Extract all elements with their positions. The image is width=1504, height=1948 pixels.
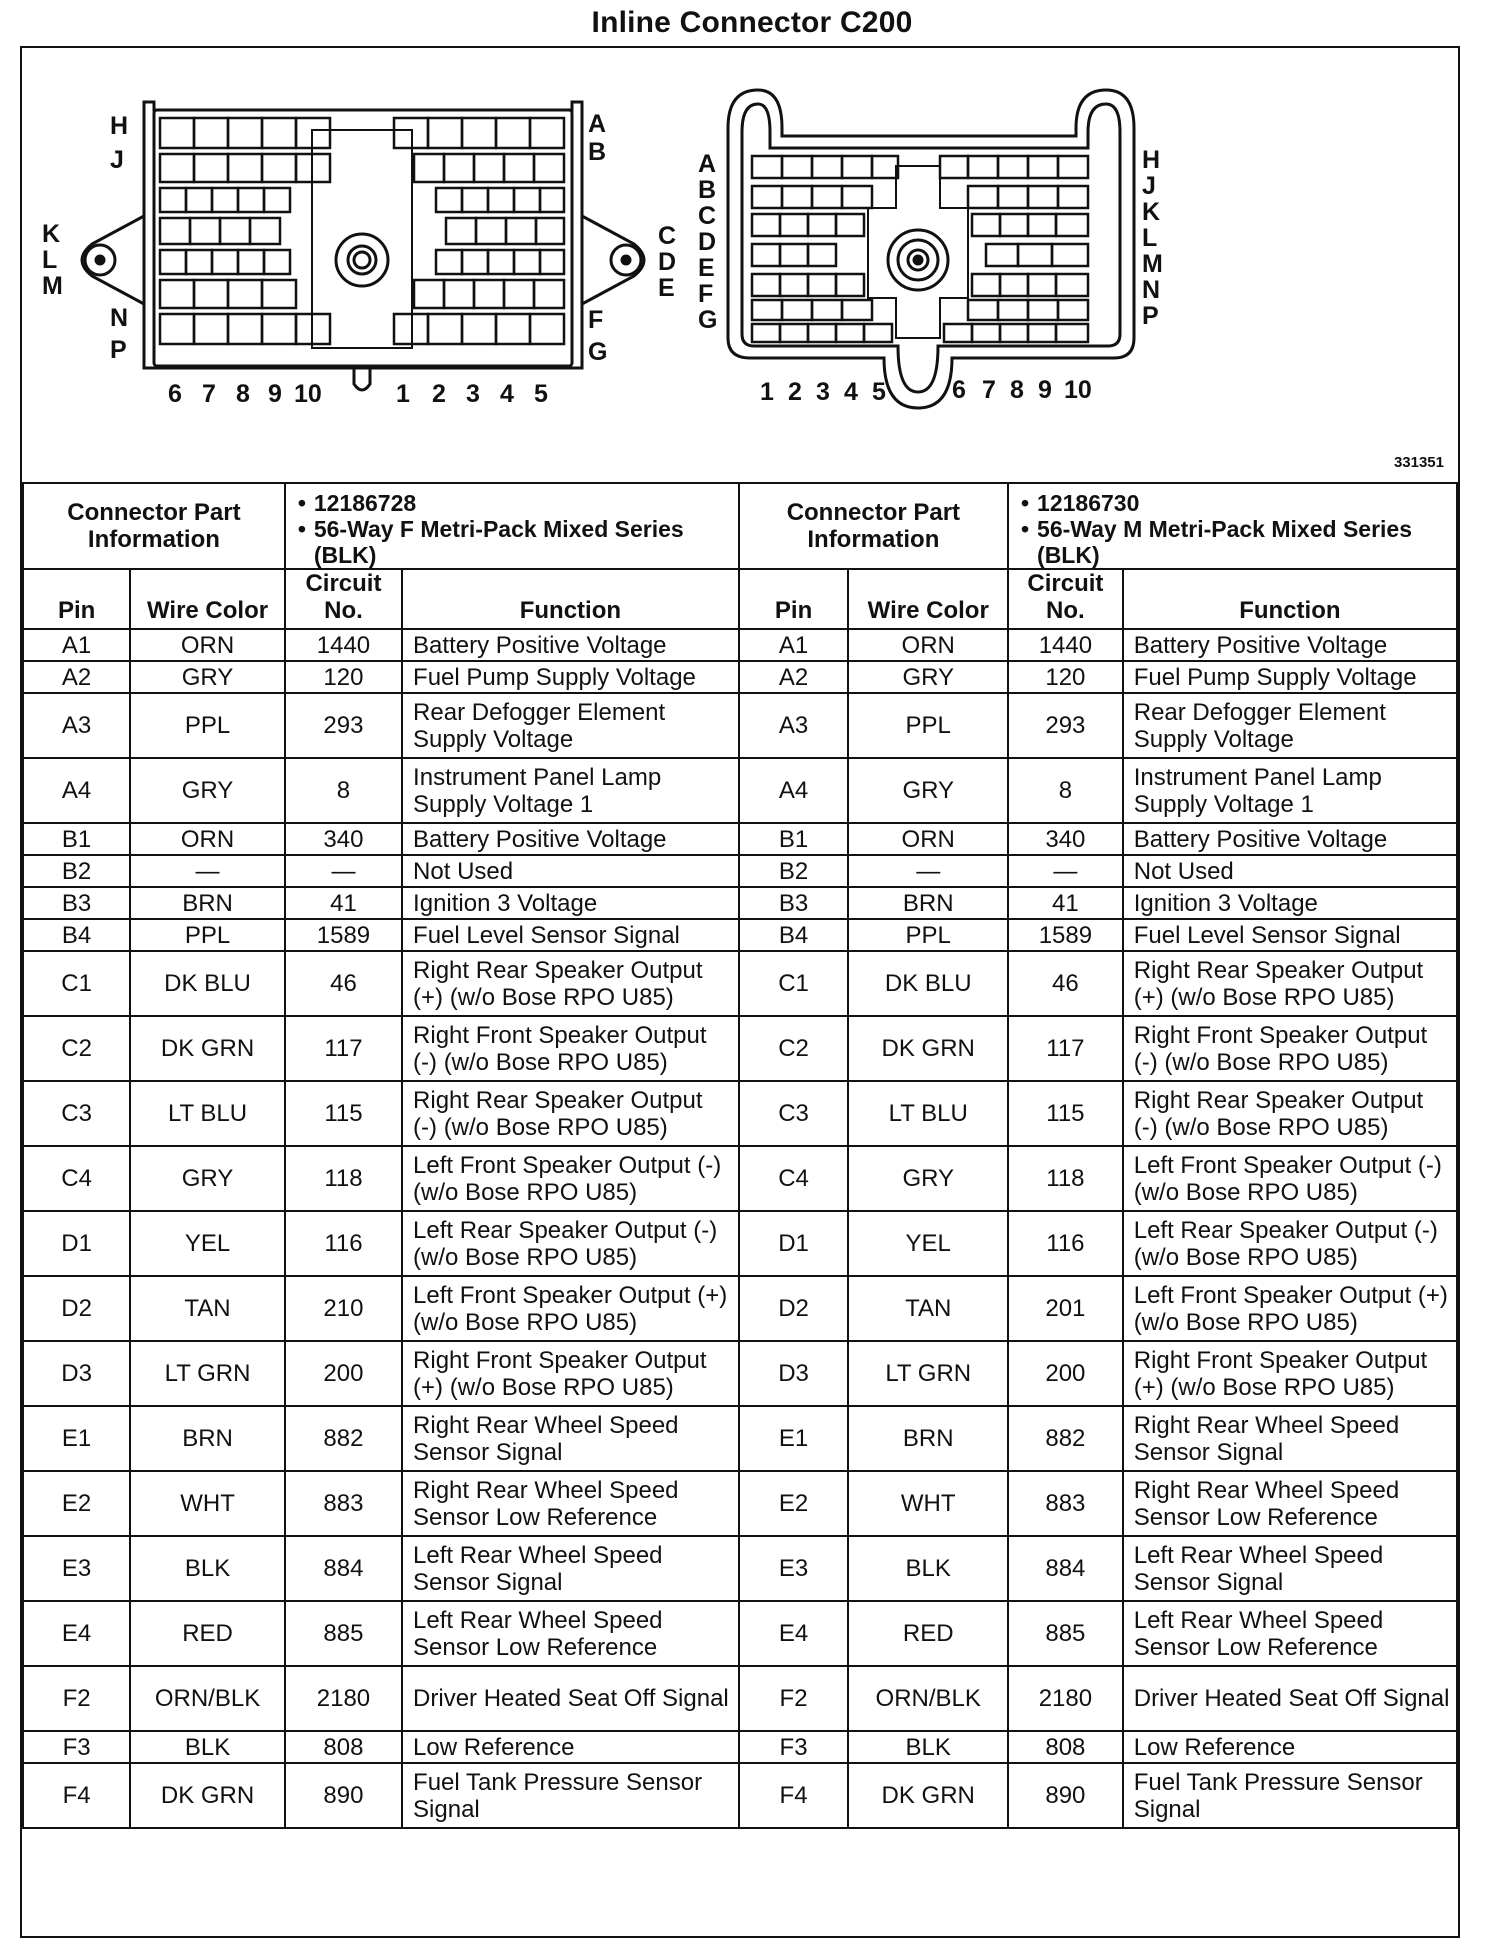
pin-cell: E3: [23, 1536, 130, 1601]
circuit-cell: 116: [285, 1211, 402, 1276]
circuit-cell: 46: [1008, 951, 1123, 1016]
pin-cell: F4: [23, 1763, 130, 1828]
circuit-cell: —: [285, 855, 402, 887]
wire-color-cell: DK GRN: [130, 1763, 285, 1828]
pin-cell: B1: [739, 823, 849, 855]
function-cell: Right Rear Wheel Speed Sensor Signal: [1123, 1406, 1457, 1471]
wire-color-cell: PPL: [130, 693, 285, 758]
pin-cell: D2: [739, 1276, 849, 1341]
pin-cell: E3: [739, 1536, 849, 1601]
function-cell: Fuel Tank Pressure Sensor Signal: [402, 1763, 739, 1828]
function-cell: Right Rear Speaker Output (+) (w/o Bose RPO U85): [1123, 951, 1457, 1016]
circuit-cell: 8: [1008, 758, 1123, 823]
wire-color-cell: GRY: [130, 661, 285, 693]
circuit-cell: 116: [1008, 1211, 1123, 1276]
pin-cell: A1: [23, 629, 130, 661]
lbl-r9: 9: [1038, 376, 1052, 404]
wire-color-cell: DK BLU: [130, 951, 285, 1016]
right-description: 56-Way M Metri-Pack Mixed Series (BLK): [1037, 516, 1412, 568]
table-row: [23, 823, 1457, 855]
wire-color-cell: PPL: [848, 919, 1008, 951]
lbl-ln: N: [110, 304, 129, 332]
table-row: [23, 1471, 1457, 1536]
function-cell: Left Rear Wheel Speed Sensor Signal: [1123, 1536, 1457, 1601]
connector-frame: [20, 46, 1460, 1938]
table-row: [23, 1016, 1457, 1081]
pin-cell: B3: [23, 887, 130, 919]
wire-color-cell: ORN: [848, 823, 1008, 855]
function-cell: Battery Positive Voltage: [1123, 823, 1457, 855]
circuit-cell: 340: [285, 823, 402, 855]
table-row: [23, 855, 1457, 887]
lbl-lc: C: [658, 222, 677, 250]
circuit-cell: 885: [1008, 1601, 1123, 1666]
lbl-le: E: [658, 274, 675, 302]
function-cell: Low Reference: [402, 1731, 739, 1763]
lbl-r2: 2: [788, 378, 802, 406]
circuit-cell: 882: [1008, 1406, 1123, 1471]
lbl-rd: D: [698, 228, 717, 256]
right-connector-body: [728, 90, 1134, 408]
lbl-lb: B: [588, 138, 607, 166]
lbl-l8: 8: [236, 380, 250, 408]
table-row: [23, 1731, 1457, 1763]
pin-cell: D1: [23, 1211, 130, 1276]
header-circuit-right: Circuit No.: [1008, 569, 1123, 629]
circuit-cell: 117: [1008, 1016, 1123, 1081]
circuit-cell: 293: [285, 693, 402, 758]
function-cell: Instrument Panel Lamp Supply Voltage 1: [1123, 758, 1457, 823]
right-part-number: 12186730: [1037, 490, 1140, 516]
wire-color-cell: ORN: [130, 629, 285, 661]
wire-color-cell: —: [848, 855, 1008, 887]
table-row: [23, 1341, 1457, 1406]
wire-color-cell: LT GRN: [130, 1341, 285, 1406]
circuit-cell: 41: [285, 887, 402, 919]
table-row: [23, 1601, 1457, 1666]
table-row: [23, 1536, 1457, 1601]
function-cell: Right Rear Wheel Speed Sensor Low Reference: [402, 1471, 739, 1536]
pin-cell: E4: [23, 1601, 130, 1666]
circuit-cell: 808: [285, 1731, 402, 1763]
lbl-re: E: [698, 254, 715, 282]
circuit-cell: 883: [1008, 1471, 1123, 1536]
table-row: [23, 693, 1457, 758]
pin-cell: B2: [23, 855, 130, 887]
pin-cell: A2: [739, 661, 849, 693]
wire-color-cell: BRN: [130, 1406, 285, 1471]
circuit-cell: 115: [285, 1081, 402, 1146]
pin-cell: E2: [23, 1471, 130, 1536]
wire-color-cell: GRY: [848, 758, 1008, 823]
part-info-row: [23, 483, 1457, 569]
wire-color-cell: LT GRN: [848, 1341, 1008, 1406]
circuit-cell: 884: [1008, 1536, 1123, 1601]
circuit-cell: 2180: [1008, 1666, 1123, 1731]
table-row: [23, 629, 1457, 661]
header-function-right: Function: [1123, 569, 1457, 629]
wire-color-cell: WHT: [848, 1471, 1008, 1536]
lbl-r3: 3: [816, 378, 830, 406]
wire-color-cell: PPL: [848, 693, 1008, 758]
circuit-cell: 2180: [285, 1666, 402, 1731]
function-cell: Low Reference: [1123, 1731, 1457, 1763]
left-connector-body: [82, 102, 644, 390]
circuit-cell: 1589: [285, 919, 402, 951]
lbl-l6: 6: [168, 380, 182, 408]
wire-color-cell: TAN: [848, 1276, 1008, 1341]
left-description: 56-Way F Metri-Pack Mixed Series (BLK): [313, 516, 684, 568]
pin-cell: A4: [739, 758, 849, 823]
wire-color-cell: —: [130, 855, 285, 887]
circuit-cell: 890: [285, 1763, 402, 1828]
function-cell: Fuel Level Sensor Signal: [1123, 919, 1457, 951]
pin-cell: B3: [739, 887, 849, 919]
pin-cell: A3: [23, 693, 130, 758]
wire-color-cell: PPL: [130, 919, 285, 951]
function-cell: Rear Defogger Element Supply Voltage: [1123, 693, 1457, 758]
table-row: [23, 887, 1457, 919]
pin-cell: A2: [23, 661, 130, 693]
circuit-cell: 115: [1008, 1081, 1123, 1146]
function-cell: Rear Defogger Element Supply Voltage: [402, 693, 739, 758]
lbl-r8: 8: [1010, 376, 1024, 404]
lbl-r5: 5: [872, 378, 886, 406]
lbl-l5: 5: [534, 380, 548, 408]
lbl-rm: M: [1142, 250, 1163, 278]
lbl-lp: P: [110, 336, 127, 364]
wire-color-cell: ORN/BLK: [848, 1666, 1008, 1731]
lbl-l1: 1: [396, 380, 410, 408]
pin-cell: E1: [739, 1406, 849, 1471]
pinout-table: [22, 482, 1458, 1829]
connector-drawing: [22, 48, 1458, 482]
pin-cell: E1: [23, 1406, 130, 1471]
function-cell: Driver Heated Seat Off Signal: [402, 1666, 739, 1731]
function-cell: Fuel Pump Supply Voltage: [1123, 661, 1457, 693]
pin-cell: C1: [23, 951, 130, 1016]
wire-color-cell: BLK: [848, 1731, 1008, 1763]
function-cell: Battery Positive Voltage: [402, 823, 739, 855]
pin-cell: A1: [739, 629, 849, 661]
lbl-lj: J: [110, 146, 124, 174]
left-info-label: Connector Part Information: [23, 483, 285, 569]
table-row: [23, 1406, 1457, 1471]
lbl-rl: L: [1142, 224, 1158, 252]
pin-cell: D3: [739, 1341, 849, 1406]
pin-cell: F2: [23, 1666, 130, 1731]
function-cell: Battery Positive Voltage: [402, 629, 739, 661]
figure-number: 331351: [1393, 454, 1444, 471]
pin-cell: A4: [23, 758, 130, 823]
pin-cell: D2: [23, 1276, 130, 1341]
circuit-cell: 340: [1008, 823, 1123, 855]
function-cell: Right Front Speaker Output (+) (w/o Bose RPO U85): [1123, 1341, 1457, 1406]
function-cell: Right Rear Wheel Speed Sensor Signal: [402, 1406, 739, 1471]
circuit-cell: 41: [1008, 887, 1123, 919]
pin-cell: B4: [23, 919, 130, 951]
wire-color-cell: BLK: [848, 1536, 1008, 1601]
lbl-rj: J: [1142, 172, 1156, 200]
function-cell: Driver Heated Seat Off Signal: [1123, 1666, 1457, 1731]
function-cell: Left Rear Wheel Speed Sensor Low Reference: [402, 1601, 739, 1666]
lbl-ll: L: [42, 246, 58, 274]
function-cell: Ignition 3 Voltage: [1123, 887, 1457, 919]
wire-color-cell: BLK: [130, 1536, 285, 1601]
lbl-l10: 10: [294, 380, 322, 408]
pin-cell: D3: [23, 1341, 130, 1406]
header-circuit-left: Circuit No.: [285, 569, 402, 629]
connector-diagram: [22, 48, 1458, 482]
pin-cell: C2: [23, 1016, 130, 1081]
left-part-number: 12186728: [313, 490, 417, 516]
lbl-lm: M: [42, 272, 63, 300]
function-cell: Fuel Level Sensor Signal: [402, 919, 739, 951]
wire-color-cell: ORN/BLK: [130, 1666, 285, 1731]
table-row: [23, 1763, 1457, 1828]
lbl-l4: 4: [500, 380, 514, 408]
pin-cell: C3: [23, 1081, 130, 1146]
circuit-cell: 293: [1008, 693, 1123, 758]
lbl-r6: 6: [952, 376, 966, 404]
pin-cell: B2: [739, 855, 849, 887]
header-pin-right: Pin: [739, 569, 849, 629]
page-title: Inline Connector C200: [591, 6, 913, 39]
lbl-l9: 9: [268, 380, 282, 408]
pin-cell: C2: [739, 1016, 849, 1081]
circuit-cell: —: [1008, 855, 1123, 887]
circuit-cell: 200: [1008, 1341, 1123, 1406]
header-pin-left: Pin: [23, 569, 130, 629]
circuit-cell: 890: [1008, 1763, 1123, 1828]
lbl-ld: D: [658, 248, 677, 276]
function-cell: Left Front Speaker Output (+) (w/o Bose RPO U85): [402, 1276, 739, 1341]
wire-color-cell: BRN: [848, 887, 1008, 919]
pin-cell: F3: [739, 1731, 849, 1763]
table-row: [23, 919, 1457, 951]
circuit-cell: 1440: [1008, 629, 1123, 661]
lbl-l7: 7: [202, 380, 216, 408]
lbl-rf: F: [698, 280, 714, 308]
function-cell: Left Rear Speaker Output (-) (w/o Bose RPO U85): [402, 1211, 739, 1276]
left-info-list: • 12186728 • 56-Way F Metri-Pack Mixed Series (BLK): [285, 483, 739, 569]
wire-color-cell: LT BLU: [848, 1081, 1008, 1146]
function-cell: Left Front Speaker Output (-) (w/o Bose RPO U85): [402, 1146, 739, 1211]
wire-color-cell: RED: [848, 1601, 1008, 1666]
pin-cell: D1: [739, 1211, 849, 1276]
wire-color-cell: DK BLU: [848, 951, 1008, 1016]
wire-color-cell: WHT: [130, 1471, 285, 1536]
pin-cell: C1: [739, 951, 849, 1016]
wire-color-cell: DK GRN: [130, 1016, 285, 1081]
circuit-cell: 1589: [1008, 919, 1123, 951]
wire-color-cell: YEL: [130, 1211, 285, 1276]
table-row: [23, 951, 1457, 1016]
lbl-r4: 4: [844, 378, 858, 406]
wire-color-cell: TAN: [130, 1276, 285, 1341]
function-cell: Right Front Speaker Output (-) (w/o Bose RPO U85): [402, 1016, 739, 1081]
pin-cell: C4: [739, 1146, 849, 1211]
table-row: [23, 1276, 1457, 1341]
lbl-rc: C: [698, 202, 717, 230]
circuit-cell: 884: [285, 1536, 402, 1601]
pin-cell: E4: [739, 1601, 849, 1666]
lbl-rn: N: [1142, 276, 1161, 304]
function-cell: Left Rear Speaker Output (-) (w/o Bose RPO U85): [1123, 1211, 1457, 1276]
lbl-rg: G: [698, 306, 718, 334]
lbl-l2: 2: [432, 380, 446, 408]
circuit-cell: 882: [285, 1406, 402, 1471]
function-cell: Not Used: [402, 855, 739, 887]
circuit-cell: 8: [285, 758, 402, 823]
function-cell: Right Rear Speaker Output (-) (w/o Bose RPO U85): [1123, 1081, 1457, 1146]
function-cell: Left Front Speaker Output (+) (w/o Bose RPO U85): [1123, 1276, 1457, 1341]
wire-color-cell: GRY: [130, 758, 285, 823]
function-cell: Ignition 3 Voltage: [402, 887, 739, 919]
function-cell: Not Used: [1123, 855, 1457, 887]
pin-cell: F2: [739, 1666, 849, 1731]
function-cell: Fuel Pump Supply Voltage: [402, 661, 739, 693]
table-row: [23, 661, 1457, 693]
right-info-label: Connector Part Information: [739, 483, 1008, 569]
wire-color-cell: RED: [130, 1601, 285, 1666]
circuit-cell: 120: [1008, 661, 1123, 693]
circuit-cell: 808: [1008, 1731, 1123, 1763]
table-row: [23, 1666, 1457, 1731]
wire-color-cell: DK GRN: [848, 1016, 1008, 1081]
circuit-cell: 201: [1008, 1276, 1123, 1341]
wire-color-cell: YEL: [848, 1211, 1008, 1276]
wire-color-cell: BRN: [848, 1406, 1008, 1471]
lbl-lk: K: [42, 220, 61, 248]
lbl-rk: K: [1142, 198, 1161, 226]
header-wire-color-right: Wire Color: [848, 569, 1008, 629]
function-cell: Right Rear Speaker Output (-) (w/o Bose RPO U85): [402, 1081, 739, 1146]
circuit-cell: 120: [285, 661, 402, 693]
wire-color-cell: BRN: [130, 887, 285, 919]
circuit-cell: 885: [285, 1601, 402, 1666]
lbl-lg: G: [588, 338, 608, 366]
circuit-cell: 1440: [285, 629, 402, 661]
header-wire-color-left: Wire Color: [130, 569, 285, 629]
pin-cell: A3: [739, 693, 849, 758]
wire-color-cell: GRY: [130, 1146, 285, 1211]
function-cell: Left Rear Wheel Speed Sensor Low Reference: [1123, 1601, 1457, 1666]
function-cell: Right Rear Speaker Output (+) (w/o Bose RPO U85): [402, 951, 739, 1016]
circuit-cell: 210: [285, 1276, 402, 1341]
table-row: [23, 1081, 1457, 1146]
lbl-r7: 7: [982, 376, 996, 404]
header-row: [23, 569, 1457, 629]
lbl-r1: 1: [760, 378, 774, 406]
right-info-list: • 12186730 • 56-Way M Metri-Pack Mixed Series (BLK): [1008, 483, 1457, 569]
function-cell: Left Rear Wheel Speed Sensor Signal: [402, 1536, 739, 1601]
lbl-r10: 10: [1064, 376, 1092, 404]
header-function-left: Function: [402, 569, 739, 629]
left-connector-cavities: [160, 118, 564, 344]
circuit-cell: 200: [285, 1341, 402, 1406]
lbl-lf: F: [588, 306, 604, 334]
wire-color-cell: GRY: [848, 1146, 1008, 1211]
table-row: [23, 758, 1457, 823]
pin-cell: C3: [739, 1081, 849, 1146]
function-cell: Battery Positive Voltage: [1123, 629, 1457, 661]
function-cell: Right Rear Wheel Speed Sensor Low Reference: [1123, 1471, 1457, 1536]
function-cell: Right Front Speaker Output (+) (w/o Bose RPO U85): [402, 1341, 739, 1406]
wire-color-cell: LT BLU: [130, 1081, 285, 1146]
pin-cell: F3: [23, 1731, 130, 1763]
table-row: [23, 1211, 1457, 1276]
wire-color-cell: DK GRN: [848, 1763, 1008, 1828]
lbl-ra: A: [698, 150, 717, 178]
wire-color-cell: GRY: [848, 661, 1008, 693]
lbl-lh: H: [110, 112, 129, 140]
pin-cell: C4: [23, 1146, 130, 1211]
circuit-cell: 46: [285, 951, 402, 1016]
wire-color-cell: ORN: [848, 629, 1008, 661]
wire-color-cell: ORN: [130, 823, 285, 855]
circuit-cell: 883: [285, 1471, 402, 1536]
lbl-rp: P: [1142, 302, 1159, 330]
pin-cell: F4: [739, 1763, 849, 1828]
circuit-cell: 118: [285, 1146, 402, 1211]
pin-cell: E2: [739, 1471, 849, 1536]
lbl-l3: 3: [466, 380, 480, 408]
lbl-rh: H: [1142, 146, 1161, 174]
pin-cell: B4: [739, 919, 849, 951]
circuit-cell: 118: [1008, 1146, 1123, 1211]
circuit-cell: 117: [285, 1016, 402, 1081]
wire-color-cell: BLK: [130, 1731, 285, 1763]
function-cell: Left Front Speaker Output (-) (w/o Bose RPO U85): [1123, 1146, 1457, 1211]
lbl-rb: B: [698, 176, 717, 204]
lbl-la: A: [588, 110, 607, 138]
function-cell: Fuel Tank Pressure Sensor Signal: [1123, 1763, 1457, 1828]
pin-cell: B1: [23, 823, 130, 855]
function-cell: Instrument Panel Lamp Supply Voltage 1: [402, 758, 739, 823]
function-cell: Right Front Speaker Output (-) (w/o Bose RPO U85): [1123, 1016, 1457, 1081]
table-row: [23, 1146, 1457, 1211]
